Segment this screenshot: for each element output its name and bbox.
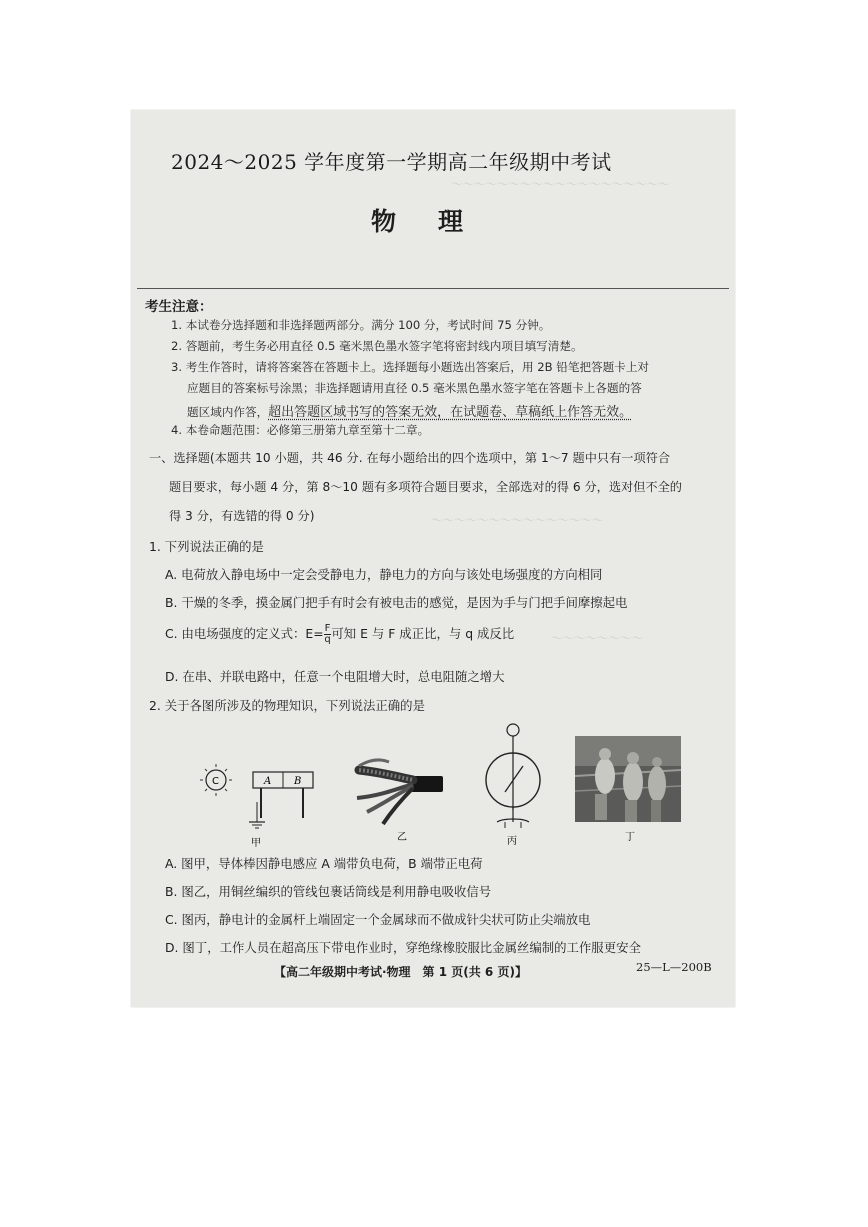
notice-item: 题区域内作答，: [187, 405, 269, 419]
exam-page: [131, 110, 735, 1007]
figure-label-bing: 丙: [507, 836, 517, 847]
notice-warning: 超出答题区域书写的答案无效，在试题卷、草稿纸上作答无效。: [268, 405, 633, 420]
figure-yi-cable: [339, 750, 459, 845]
question-1-option-d: D. 在串、并联电路中，任意一个电阻增大时，总电阻随之增大: [165, 669, 505, 684]
question-2-option-c: C. 图丙，静电计的金属杆上端固定一个金属球而不做成针尖状可防止尖端放电: [165, 912, 591, 927]
bleed-through-text: ～～～～～～～～～～～～～～～: [431, 513, 604, 527]
notice-item: 2. 答题前，考生务必用直径 0.5 毫米黑色墨水签字笔将密封线内项目填写清楚。: [171, 339, 583, 353]
section-heading-line1: 一、选择题(本题共 10 小题，共 46 分. 在每小题给出的四个选项中，第 1～7 题中只有一项符合: [149, 451, 671, 465]
notice-item: 应题目的答案标号涂黑；非选择题请用直径 0.5 毫米黑色墨水签字笔在答题卡上各题的答: [187, 381, 642, 395]
figure-label-a: A: [264, 776, 272, 787]
question-1-option-a: A. 电荷放入静电场中一定会受静电力，静电力的方向与该处电场强度的方向相同: [165, 567, 603, 582]
question-1-stem: 1. 下列说法正确的是: [149, 539, 264, 554]
figure-label-b: B: [294, 776, 302, 787]
question-2-option-a: A. 图甲，导体棒因静电感应 A 端带负电荷，B 端带正电荷: [165, 856, 483, 871]
subject-title: 物理: [371, 207, 506, 236]
question-1-option-b: B. 干燥的冬季，摸金属门把手有时会有被电击的感觉，是因为手与门把手间摩擦起电: [165, 595, 628, 610]
bleed-through-text: ～～～～～～～～～～～～～～～～～～～: [451, 177, 670, 191]
figure-ding-photo: [575, 736, 685, 848]
question-1-option-c: C. 由电场强度的定义式：E= $\frac{F}{q}$ 可知 E 与 F 成正比，与 q 成反比: [165, 623, 515, 645]
figure-jia-conductor: [191, 750, 321, 850]
fraction: $\frac{F}{q}$: [324, 623, 331, 645]
section-heading-line2: 题目要求，每小题 4 分，第 8～10 题有多项符合题目要求，全部选对的得 6 分，选对但不全的: [169, 480, 682, 494]
figure-label-yi: 乙: [397, 832, 407, 843]
question-2-stem: 2. 关于各图所涉及的物理知识，下列说法正确的是: [149, 698, 425, 713]
notice-item-line: [187, 401, 632, 420]
exam-title: 2024～2025 学年度第一学期高二年级期中考试: [171, 150, 612, 174]
section-heading-line3: 得 3 分，有选错的得 0 分): [169, 509, 315, 523]
question-2-option-d: D. 图丁，工作人员在超高压下带电作业时，穿绝缘橡胶服比金属丝编制的工作服更安全: [165, 940, 641, 955]
figure-bing-electroscope: [483, 722, 553, 847]
exam-code: 25—L—200B: [636, 960, 712, 974]
notice-heading: 考生注意：: [145, 299, 213, 315]
notice-item: 4. 本卷命题范围：必修第三册第九章至第十二章。: [171, 423, 430, 437]
divider: [137, 288, 729, 289]
notice-item: 1. 本试卷分选择题和非选择题两部分。满分 100 分，考试时间 75 分钟。: [171, 318, 551, 332]
question-2-option-b: B. 图乙，用铜丝编织的管线包裹话筒线是利用静电吸收信号: [165, 884, 492, 899]
bleed-through-text: ～～～～～～～～: [551, 631, 643, 645]
figure-label-ding: 丁: [625, 832, 635, 843]
notice-item: 3. 考生作答时，请将答案答在答题卡上。选择题每小题选出答案后，用 2B 铅笔把答题卡上对: [171, 360, 650, 374]
figure-label-c: C: [212, 776, 219, 787]
figure-label-jia: 甲: [251, 838, 261, 849]
page-footer: 【高二年级期中考试·物理 第 1 页(共 6 页)】: [274, 965, 527, 979]
